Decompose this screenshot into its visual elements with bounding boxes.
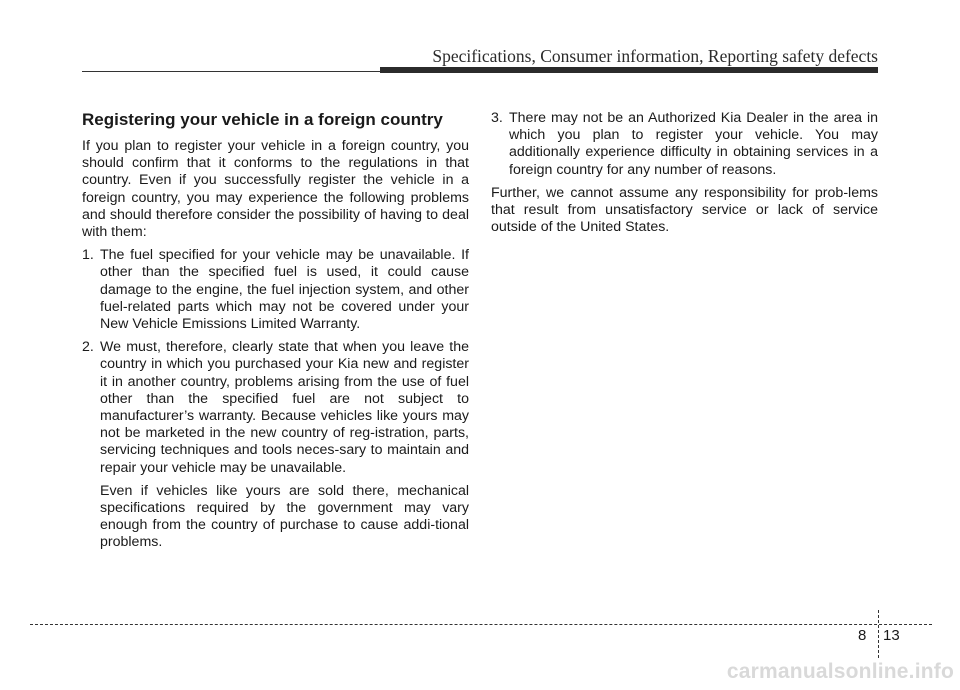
list-number-1: 1. <box>82 247 94 264</box>
right-column <box>491 110 878 242</box>
list-item-1 <box>82 247 469 333</box>
list-item-3 <box>491 110 878 179</box>
closing-paragraph: Further, we cannot assume any responsibility for prob-lems that result from unsatisfactory service or lack of service outside of the United States. <box>491 184 878 236</box>
header-rule-thin <box>82 71 382 72</box>
list-text-2: We must, therefore, clearly state that when you leave the country in which you purchased your Kia new and register it in another country, problems arising from the use of fuel other than the specified fuel are not subject to manufacturer’s warranty. Because vehicles like yours may not be marketed in the new country of reg-istration, parts, servicing techniques and tools neces-sary to maintain and repair your vehicle may be unavailable. <box>100 339 469 476</box>
list-text-3: There may not be an Authorized Kia Dealer in the area in which you plan to register your vehicle. You may additionally experience difficulty in obtaining services in a foreign country for any number of reasons. <box>509 110 878 178</box>
list-number-2: 2. <box>82 339 94 356</box>
page-header-title: Specifications, Consumer information, Reporting safety defects <box>432 46 878 66</box>
footer-vertical-divider <box>878 610 879 658</box>
list-text-1: The fuel specified for your vehicle may be unavailable. If other than the specified fuel is used, it could cause damage to the engine, the fuel injection system, and other fuel-related parts which may not be covered under your New Vehicle Emissions Limited Warranty. <box>100 247 469 333</box>
follow-up-paragraph: Even if vehicles like yours are sold there, mechanical specifications required by the government may vary enough from the country of purchase to cause addi-tional problems. <box>100 482 469 551</box>
list-item-2 <box>82 339 469 477</box>
page-number: 13 <box>883 627 900 644</box>
section-number: 8 <box>858 627 867 644</box>
intro-paragraph: If you plan to register your vehicle in a foreign country, you should confirm that it conforms to the regulations in that country. Even if you successfully register the vehicle in a foreign country, you may experience the following problems and should therefore consider the possibility of having to deal with them: <box>82 138 469 241</box>
left-column <box>82 110 469 558</box>
header-rule-thick <box>380 67 878 73</box>
watermark: carmanualsonline.info <box>726 660 954 683</box>
section-heading: Registering your vehicle in a foreign country <box>82 110 443 129</box>
footer-dashed-line <box>30 624 932 625</box>
list-number-3: 3. <box>491 110 503 126</box>
